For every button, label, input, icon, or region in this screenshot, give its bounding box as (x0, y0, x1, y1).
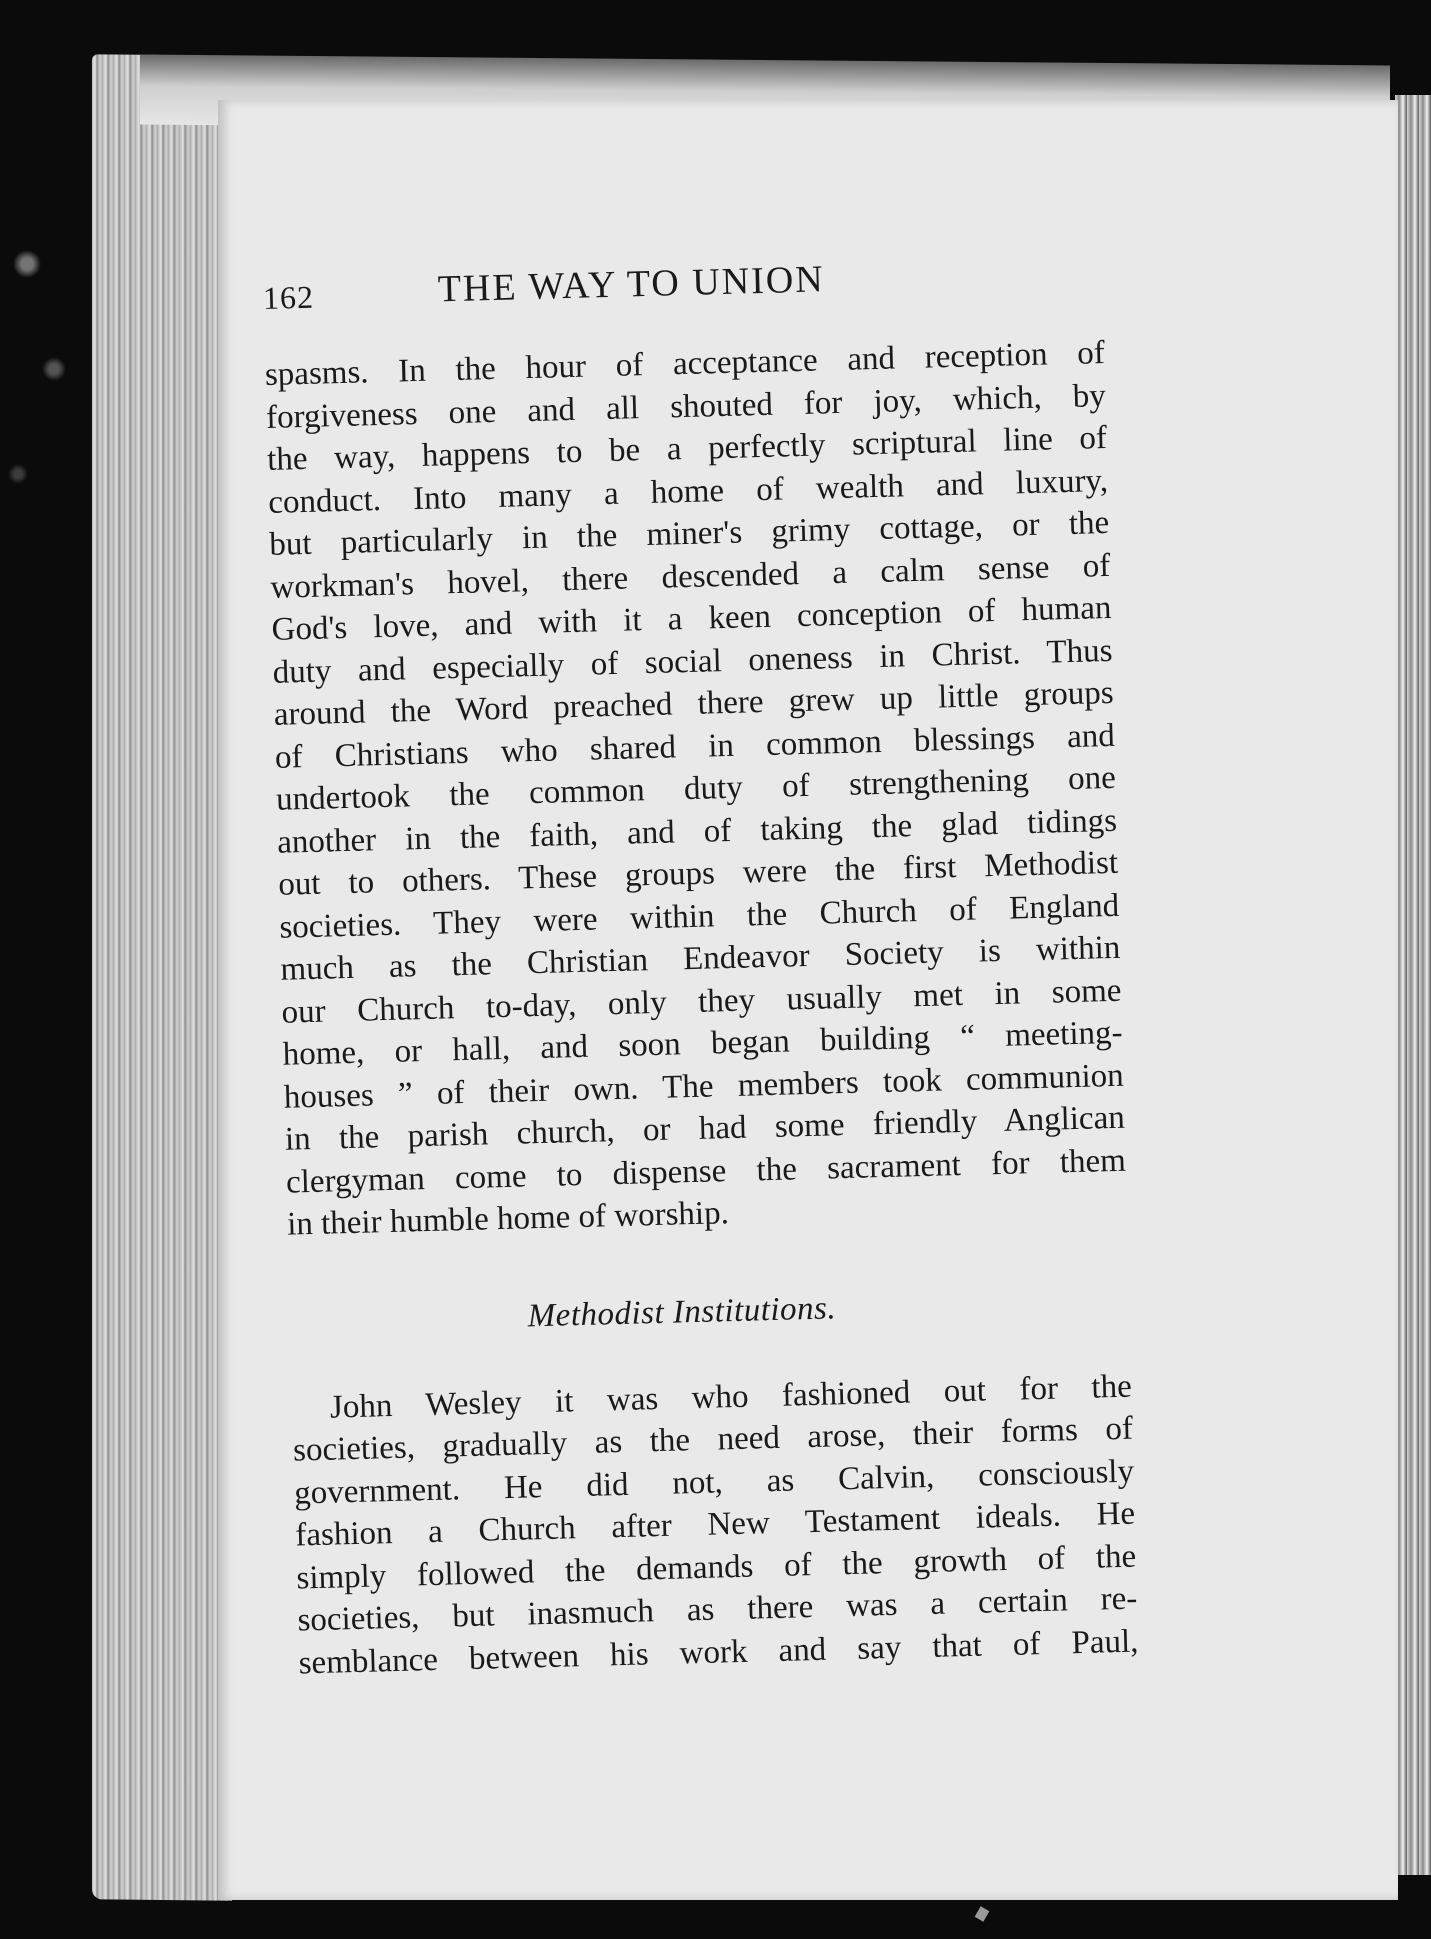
text-line: home, or hall, and soon began building “ meeting- (282, 1014, 1123, 1073)
text-line: societies, but inasmuch as there was a certain re- (297, 1580, 1138, 1639)
paragraph-1 (264, 332, 1127, 1246)
text-line: the way, happens to be a perfectly scriptural line of (266, 419, 1108, 478)
text-line: in the parish church, or had some friendly Anglican (284, 1099, 1126, 1158)
text-line: fashion a Church after New Testament ideals. He (294, 1495, 1136, 1554)
text-line: conduct. Into many a home of wealth and luxury, (267, 462, 1109, 521)
text-line: clergyman come to dispense the sacrament for them (285, 1142, 1127, 1201)
text-line: John Wesley it was who fashioned out for the (329, 1368, 1133, 1426)
text-line: houses ” of their own. The members took communion (283, 1057, 1125, 1116)
paragraph-2 (291, 1365, 1138, 1684)
scan-background-speckle (0, 180, 90, 600)
text-line: our Church to-day, only they usually met in some (281, 972, 1122, 1031)
scan-artifact-mark (975, 1906, 990, 1921)
text-line: another in the faith, and of taking the glad tidings (276, 802, 1118, 861)
text-line: out to others. These groups were the first Methodist (277, 844, 1119, 903)
text-line: workman's hovel, there descended a calm sense of (270, 547, 1111, 606)
text-line: government. He did not, as Calvin, consciously (293, 1453, 1135, 1512)
running-title: THE WAY TO UNION (437, 258, 826, 311)
text-line: but particularly in the miner's grimy cottage, or the (268, 504, 1110, 563)
text-line: in their humble home of worship. (286, 1195, 730, 1243)
page-content (262, 240, 1139, 1685)
text-line: of Christians who shared in common blessings and (274, 717, 1116, 776)
text-line: societies, gradually as the need arose, their forms of (292, 1410, 1134, 1469)
text-line: around the Word preached there grew up little groups (273, 674, 1115, 733)
text-line: God's love, and with it a keen conception of human (271, 589, 1112, 648)
text-line: spasms. In the hour of acceptance and reception of (264, 334, 1106, 393)
text-line: duty and especially of social oneness in Christ. Thus (272, 632, 1113, 691)
page-number: 162 (262, 278, 315, 316)
text-line: societies. They were within the Church of England (278, 887, 1120, 946)
text-line: semblance between his work and say that of Paul, (298, 1623, 1139, 1682)
section-heading: Methodist Institutions. (527, 1289, 837, 1334)
adjacent-page-edge (1395, 95, 1431, 1875)
text-line: simply followed the demands of the growth of the (295, 1538, 1137, 1597)
text-line: much as the Christian Endeavor Society is within (280, 929, 1121, 988)
text-line: undertook the common duty of strengthening one (275, 759, 1117, 818)
book-page-edges (92, 54, 232, 1900)
text-line: forgiveness one and all shouted for joy, which, by (265, 377, 1107, 436)
